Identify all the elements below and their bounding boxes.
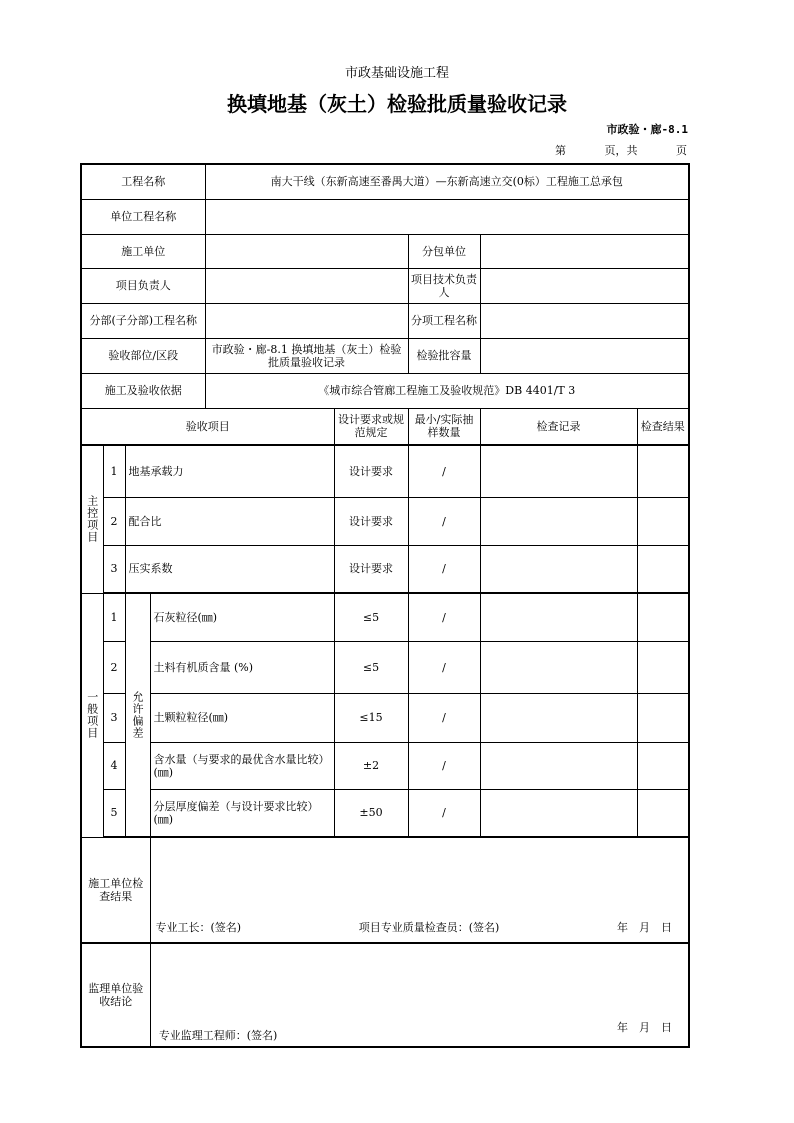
page-counter (555, 142, 687, 158)
engineer-signature: 专业监理工程师：(签名) (158, 1029, 278, 1042)
form-code: 市政验・廊-8.1 (606, 123, 688, 136)
general-label (81, 593, 103, 837)
subcontractor-value[interactable] (480, 234, 689, 268)
supervision-date: 年 月 日 (617, 1021, 673, 1034)
division-label: 分部(子分部)工程名称 (81, 303, 205, 338)
project-name-value[interactable]: 南大干线（东新高速至番禺大道）—东新高速立交(0标）工程施工总承包 (205, 164, 689, 199)
table-row-sample[interactable]: / (408, 497, 480, 545)
supervision-signatures (153, 1021, 687, 1042)
construction-date: 年 月 日 (617, 921, 673, 934)
table-row-name: 含水量（与要求的最优含水量比较）(㎜) (150, 742, 334, 789)
table-row-no: 5 (103, 789, 125, 837)
unit-project-label: 单位工程名称 (81, 199, 205, 234)
table-row-result[interactable] (637, 545, 689, 593)
table-row-name: 地基承载力 (125, 445, 334, 497)
header-org: 市政基础设施工程 (344, 66, 449, 81)
inspection-table (80, 163, 690, 1048)
col-item-header: 验收项目 (81, 408, 334, 445)
capacity-value[interactable] (480, 338, 689, 373)
division-value[interactable] (205, 303, 408, 338)
table-row-no: 2 (103, 641, 125, 693)
page-prefix: 第 (555, 144, 566, 157)
location-label: 验收部位/区段 (81, 338, 205, 373)
table-row-record[interactable] (480, 497, 637, 545)
table-row-record[interactable] (480, 693, 637, 742)
table-row-req: 设计要求 (334, 497, 408, 545)
basis-label: 施工及验收依据 (81, 373, 205, 408)
tolerance-text: 允许偏差 (131, 691, 144, 739)
table-row-record[interactable] (480, 742, 637, 789)
table-row-req: ±50 (334, 789, 408, 837)
table-row-result[interactable] (637, 742, 689, 789)
page-mid: 页，共 (604, 144, 638, 157)
supervision-label: 监理单位验收结论 (81, 943, 150, 1047)
construction-unit-label: 施工单位 (81, 234, 205, 268)
table-row-sample[interactable]: / (408, 789, 480, 837)
col-design-header: 设计要求或规范规定 (334, 408, 408, 445)
table-row-req: ≤5 (334, 641, 408, 693)
general-text: 一般项目 (85, 691, 99, 739)
main-control-text: 主控项目 (85, 495, 99, 544)
table-row-result[interactable] (637, 641, 689, 693)
table-row-name: 土料有机质含量 (%) (150, 641, 334, 693)
main-control-label (81, 445, 103, 593)
table-row-req: ≤15 (334, 693, 408, 742)
table-row-record[interactable] (480, 545, 637, 593)
page-title: 换填地基（灰土）检验批质量验收记录 (227, 92, 567, 116)
table-row-result[interactable] (637, 693, 689, 742)
table-row-name: 压实系数 (125, 545, 334, 593)
table-row-record[interactable] (480, 593, 637, 641)
table-row-sample[interactable]: / (408, 742, 480, 789)
subitem-value[interactable] (480, 303, 689, 338)
construction-check-area[interactable] (150, 837, 689, 943)
table-row-sample[interactable]: / (408, 545, 480, 593)
construction-check-label: 施工单位检查结果 (81, 837, 150, 943)
table-row-result[interactable] (637, 789, 689, 837)
capacity-label: 检验批容量 (408, 338, 480, 373)
table-row-req: 设计要求 (334, 445, 408, 497)
table-row-no: 3 (103, 693, 125, 742)
table-row-no: 1 (103, 593, 125, 641)
table-row-req: ≤5 (334, 593, 408, 641)
table-row-sample[interactable]: / (408, 593, 480, 641)
col-record-header: 检查记录 (480, 408, 637, 445)
table-row-name: 石灰粒径(㎜) (150, 593, 334, 641)
tolerance-label (125, 593, 150, 837)
construction-unit-value[interactable] (205, 234, 408, 268)
table-row-name: 分层厚度偏差（与设计要求比较）(㎜) (150, 789, 334, 837)
table-row-record[interactable] (480, 641, 637, 693)
col-sample-header: 最小/实际抽样数量 (408, 408, 480, 445)
table-row-sample[interactable]: / (408, 641, 480, 693)
table-row-name: 配合比 (125, 497, 334, 545)
table-row-req: 设计要求 (334, 545, 408, 593)
location-value[interactable]: 市政验・廊-8.1 换填地基（灰土）检验批质量验收记录 (205, 338, 408, 373)
table-row-no: 3 (103, 545, 125, 593)
tech-manager-label: 项目技术负责人 (408, 268, 480, 303)
table-row-record[interactable] (480, 445, 637, 497)
table-row-no: 1 (103, 445, 125, 497)
table-row-record[interactable] (480, 789, 637, 837)
table-row-req: ±2 (334, 742, 408, 789)
table-row-result[interactable] (637, 497, 689, 545)
supervision-area[interactable] (150, 943, 689, 1047)
table-row-name: 土颗粒粒径(㎜) (150, 693, 334, 742)
subcontractor-label: 分包单位 (408, 234, 480, 268)
project-manager-label: 项目负责人 (81, 268, 205, 303)
unit-project-value[interactable] (205, 199, 689, 234)
inspector-signature: 项目专业质量检查员：(签名) (358, 921, 500, 934)
construction-signatures (153, 921, 687, 934)
subitem-label: 分项工程名称 (408, 303, 480, 338)
project-manager-value[interactable] (205, 268, 408, 303)
tech-manager-value[interactable] (480, 268, 689, 303)
table-row-result[interactable] (637, 445, 689, 497)
basis-value[interactable]: 《城市综合管廊工程施工及验收规范》DB 4401/T 3 (205, 373, 689, 408)
page-suffix: 页 (676, 144, 687, 157)
project-name-label: 工程名称 (81, 164, 205, 199)
foreman-signature: 专业工长：(签名) (155, 921, 242, 934)
table-row-sample[interactable]: / (408, 445, 480, 497)
table-row-sample[interactable]: / (408, 693, 480, 742)
table-row-no: 2 (103, 497, 125, 545)
table-row-no: 4 (103, 742, 125, 789)
col-result-header: 检查结果 (637, 408, 689, 445)
table-row-result[interactable] (637, 593, 689, 641)
